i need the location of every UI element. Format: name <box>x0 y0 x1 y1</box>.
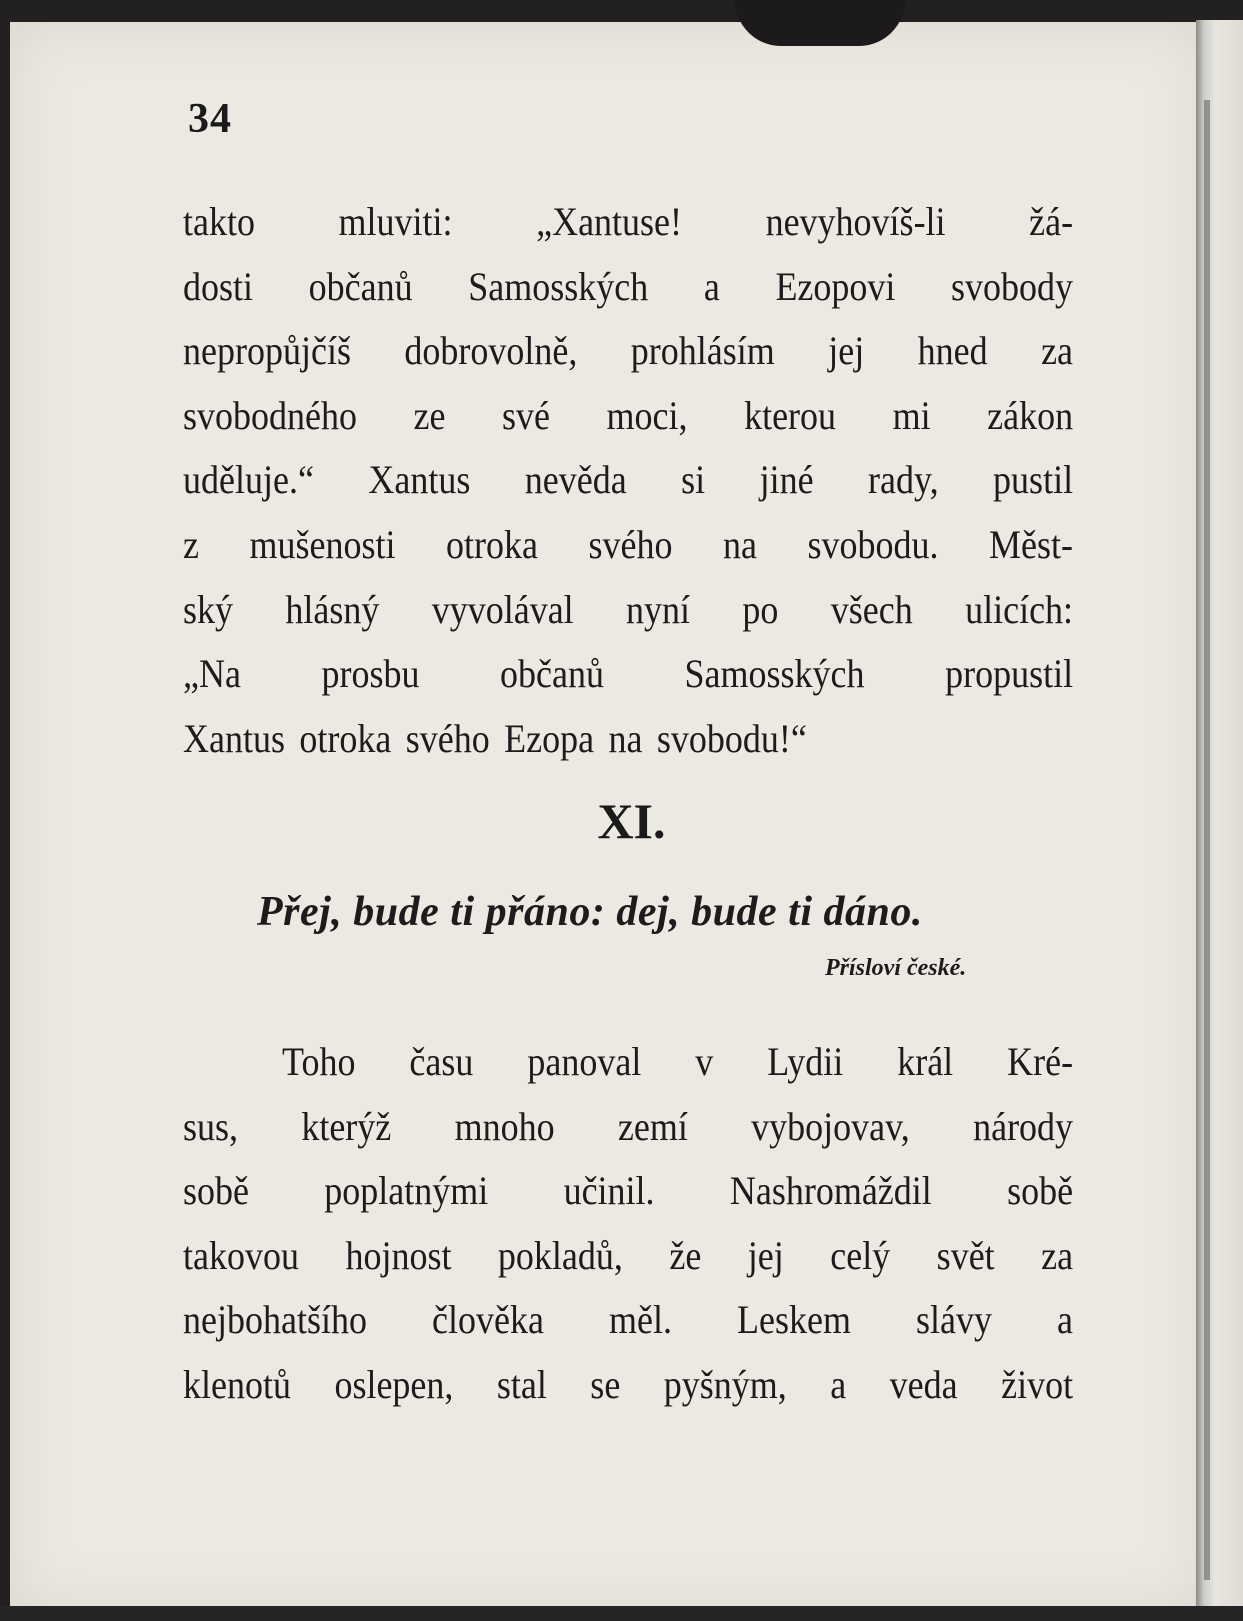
paragraph-2 <box>183 1030 1074 1418</box>
text-line: „Na prosbu občanů Samosských propustil <box>183 651 1074 697</box>
text-line: dosti občanů Samosských a Ezopovi svobody <box>183 263 1074 309</box>
epigraph: Přej, bude ti přáno: dej, bude ti dáno. <box>257 889 923 935</box>
text-line: nepropůjčíš dobrovolně, prohlásím jej hned za <box>183 328 1074 374</box>
text-line: sus, kterýž mnoho zemí vybojovav, národy <box>183 1103 1074 1149</box>
text-line: svobodného ze své moci, kterou mi zákon <box>183 392 1074 438</box>
page-bottom-edge <box>0 1606 1243 1621</box>
page-top-notch <box>735 0 905 46</box>
text-line: takovou hojnost pokladů, že jej celý svět za <box>183 1232 1074 1278</box>
text-line: Xantus otroka svého Ezopa na svobodu!“ <box>183 715 807 761</box>
text-line: nejbohatšího člověka měl. Leskem slávy a <box>183 1297 1074 1343</box>
chapter-heading: XI. <box>597 793 666 849</box>
text-line: ský hlásný vyvolával nyní po všech ulicích: <box>183 586 1074 632</box>
paragraph-1 <box>183 190 1074 771</box>
text-line: Toho času panoval v Lydii král Kré- <box>282 1039 1074 1084</box>
text-line: z mušenosti otroka svého na svobodu. Měst- <box>183 521 1074 567</box>
text-line: takto mluviti: „Xantuse! nevyhovíš-li žá- <box>183 199 1074 244</box>
text-line: sobě poplatnými učinil. Nashromáždil sobě <box>183 1168 1074 1214</box>
text-line: uděluje.“ Xantus nevěda si jiné rady, pustil <box>183 457 1074 503</box>
epigraph-source: Přísloví české. <box>825 955 967 981</box>
text-line: klenotů oslepen, stal se pyšným, a veda život <box>183 1361 1074 1407</box>
page-number: 34 <box>188 96 232 142</box>
